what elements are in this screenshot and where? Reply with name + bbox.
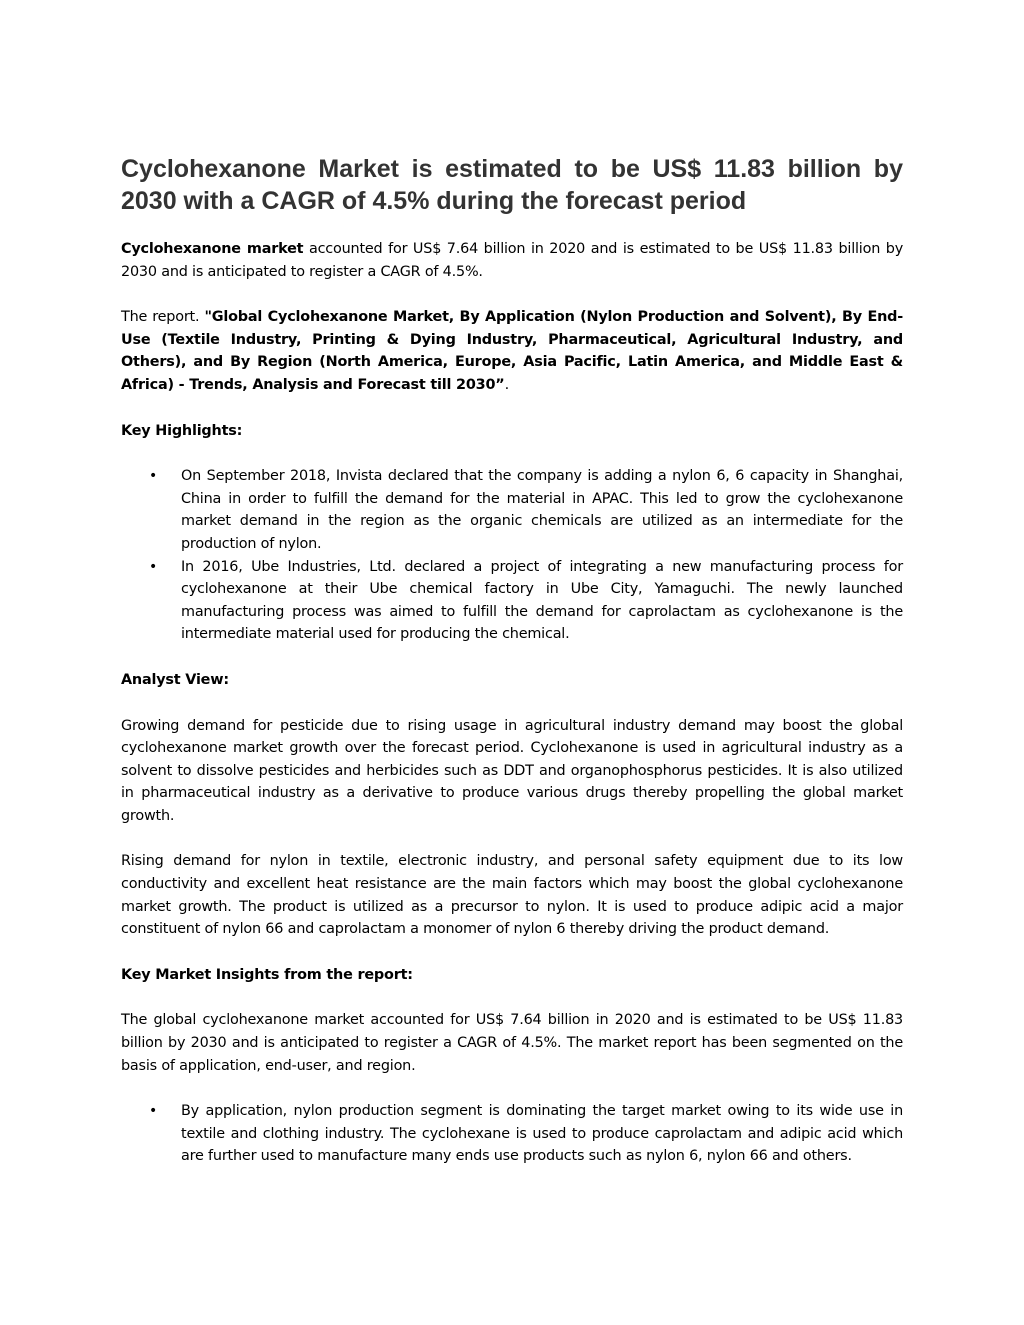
report-title: "Global Cyclohexanone Market, By Application (Nylon Production and Solvent), By End-Use (Textile Industry, Printing & Dying Industry, Pharmaceutical, Agricultural Industry, and Others), and By Region (North America, Europe, Asia Pacific, Latin America, and Middle East & Africa) - Trends, Analysis and Forecast till 2030” — [121, 309, 903, 393]
key-insights-list — [121, 1100, 903, 1168]
key-insights-heading: Key Market Insights from the report: — [121, 966, 413, 983]
document-page — [121, 153, 903, 1191]
list-item — [121, 465, 903, 555]
report-suffix: . — [504, 376, 509, 393]
intro-text: accounted for US$ 7.64 billion in 2020 and is estimated to be US$ 11.83 billion by 2030 and is anticipated to register a CAGR of 4.5%. — [121, 241, 904, 280]
analyst-paragraph: Rising demand for nylon in textile, electronic industry, and personal safety equipment due to its low conductivity and excellent heat resistance are the main factors which may boost the global cyclohexanone market growth. The product is utilized as a precursor to nylon. It is used to produce adipic acid a major constituent of nylon 66 and caprolactam a monomer of nylon 6 thereby driving the product demand. — [121, 853, 903, 938]
bullet-icon: • — [149, 558, 158, 575]
list-item — [121, 556, 903, 646]
list-item-text: On September 2018, Invista declared that the company is adding a nylon 6, 6 capacity in Shanghai, China in order to fulfill the demand for the material in APAC. This led to grow the cyclohexanone market demand in the region as the organic chemicals are utilized as an intermediate for the production of nylon. — [181, 468, 903, 552]
list-item — [121, 1100, 903, 1168]
bullet-icon: • — [149, 1103, 158, 1120]
analyst-view-heading: Analyst View: — [121, 671, 229, 688]
insights-paragraph: The global cyclohexanone market accounted for US$ 7.64 billion in 2020 and is estimated to be US$ 11.83 billion by 2030 and is anticipated to register a CAGR of 4.5%. The market report has been segmented on the basis of application, end-user, and region. — [121, 1012, 903, 1074]
intro-paragraph — [121, 238, 903, 283]
report-prefix: The report. — [121, 309, 205, 326]
report-paragraph — [121, 306, 903, 396]
key-highlights-list — [121, 465, 903, 646]
list-item-text: In 2016, Ube Industries, Ltd. declared a project of integrating a new manufacturing process for cyclohexanone at their Ube chemical factory in Ube City, Yamaguchi. The newly launched manufacturing process was aimed to fulfill the demand for caprolactam as cyclohexanone is the intermediate material used for producing the chemical. — [181, 558, 903, 643]
list-item-text: By application, nylon production segment is dominating the target market owing to its wide use in textile and clothing industry. The cyclohexane is used to produce caprolactam and adipic acid which are further used to manufacture many ends use products such as nylon 6, nylon 66 and others. — [181, 1103, 903, 1165]
page-title: Cyclohexanone Market is estimated to be US$ 11.83 billion by 2030 with a CAGR of 4.5% during the forecast period — [121, 155, 903, 215]
bullet-icon: • — [149, 468, 158, 485]
intro-bold: Cyclohexanone market — [121, 241, 304, 257]
analyst-paragraph: Growing demand for pesticide due to rising usage in agricultural industry demand may boost the global cyclohexanone market growth over the forecast period. Cyclohexanone is used in agricultural industry as a solvent to dissolve pesticides and herbicides such as DDT and organophosphorus pesticides. It is also utilized in pharmaceutical industry as a derivative to produce various drugs thereby propelling the global market growth. — [121, 717, 903, 824]
key-highlights-heading: Key Highlights: — [121, 422, 243, 439]
